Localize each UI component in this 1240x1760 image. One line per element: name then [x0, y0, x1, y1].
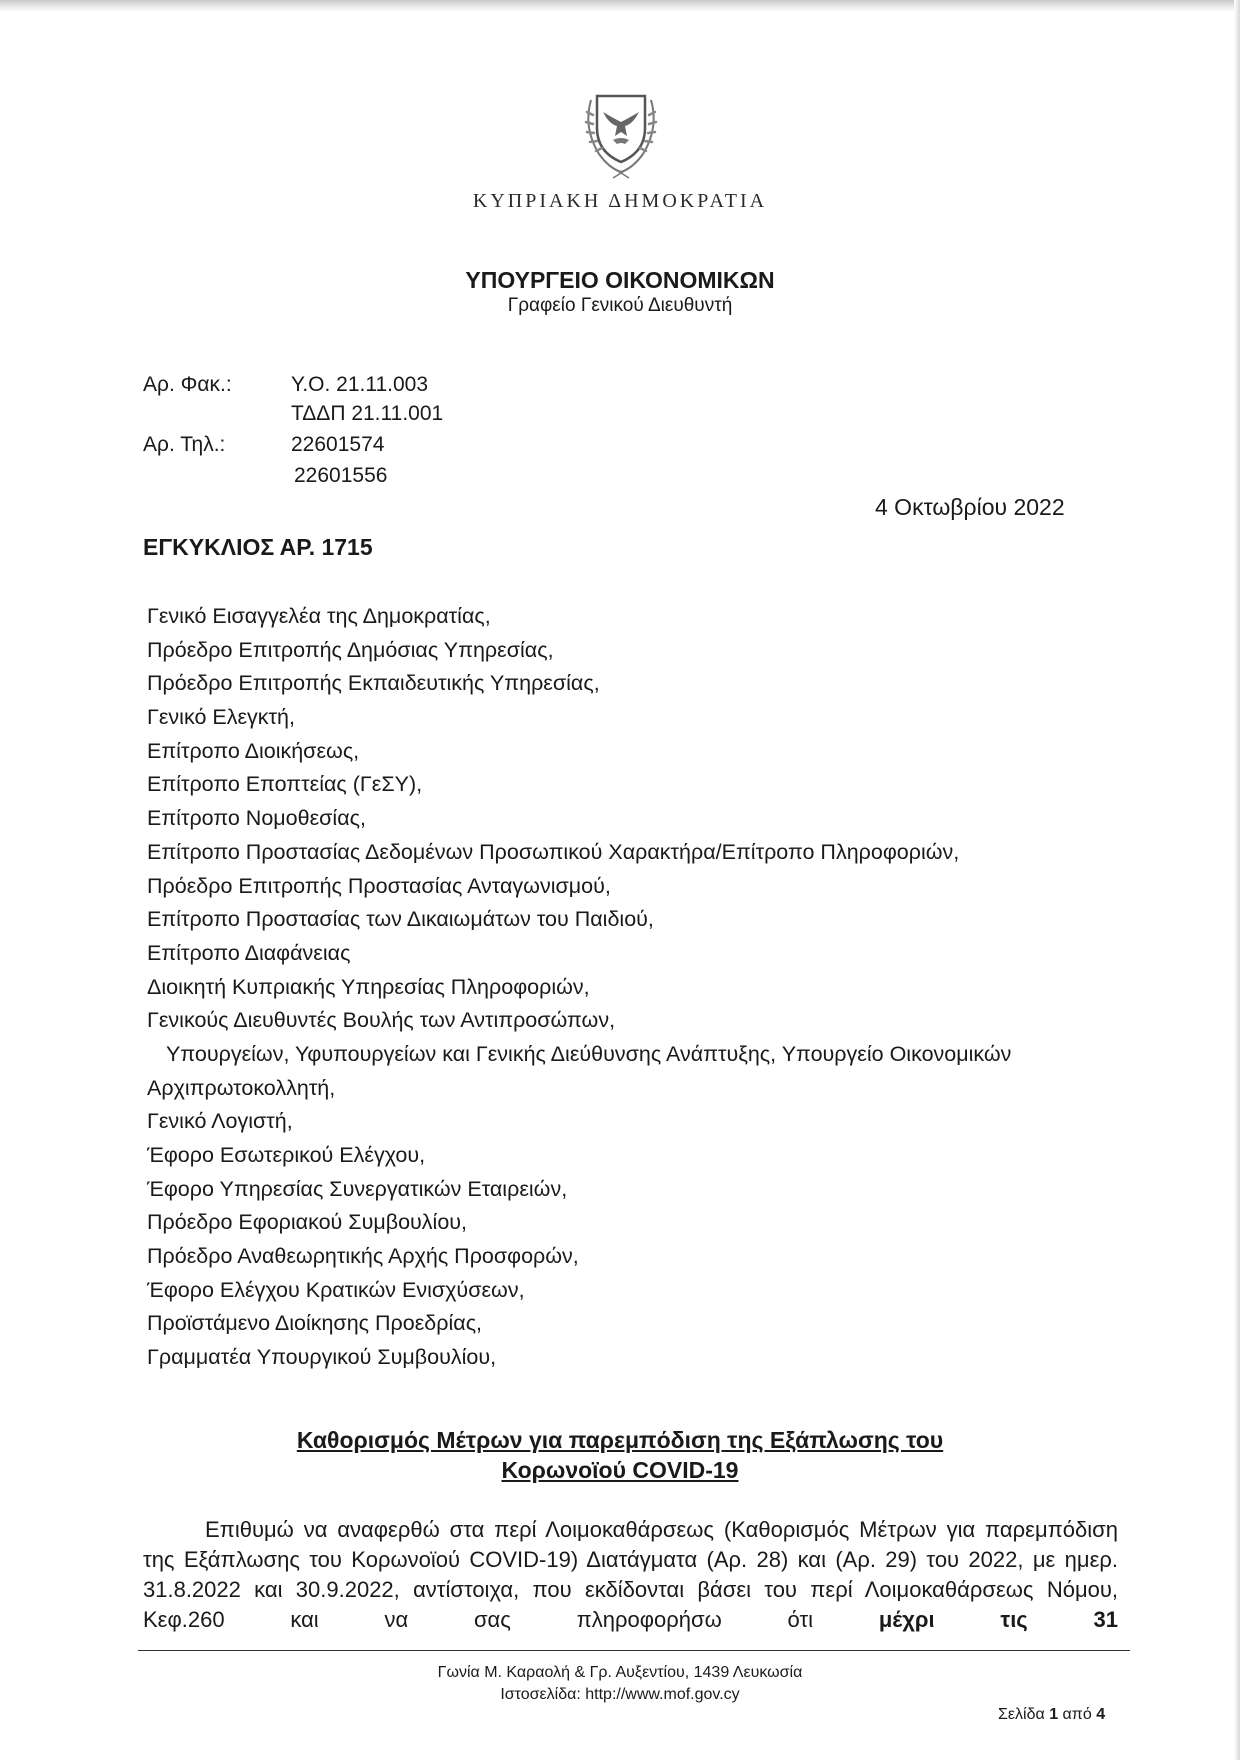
- subject-line: Κορωνοϊού COVID-19: [501, 1457, 739, 1483]
- recipient-item: Έφορο Εσωτερικού Ελέγχου,: [147, 1143, 426, 1167]
- recipient-item: Επίτροπο Διοικήσεως,: [147, 738, 360, 763]
- recipient-item: Υπουργείων, Υφυπουργείων και Γενικής Διεύθυνσης Ανάπτυξης, Υπουργείο Οικονομικών: [166, 1041, 1012, 1066]
- recipient-item: Επίτροπο Προστασίας Δεδομένων Προσωπικού Χαρακτήρα/Επίτροπο Πληροφοριών,: [147, 839, 960, 864]
- recipient-item: Επίτροπο Προστασίας των Δικαιωμάτων του Παιδιού,: [147, 907, 654, 932]
- phone-number-label: Αρ. Τηλ.:: [143, 433, 226, 456]
- recipient-item: Γραμματέα Υπουργικού Συμβουλίου,: [147, 1345, 497, 1370]
- recipient-item: Έφορο Ελέγχου Κρατικών Ενισχύσεων,: [147, 1277, 525, 1302]
- recipient-item: Γενικό Λογιστή,: [147, 1109, 293, 1134]
- page-separator: από: [1062, 1706, 1092, 1723]
- recipient-item: Επίτροπο Εποπτείας (ΓεΣΥ),: [147, 772, 423, 797]
- recipient-item: Πρόεδρο Εφοριακού Συμβουλίου,: [147, 1210, 468, 1235]
- file-number: Υ.Ο. 21.11.003: [291, 373, 429, 396]
- recipient-item: Έφορο Υπηρεσίας Συνεργατικών Εταιρειών,: [147, 1176, 568, 1201]
- scan-edge: [1234, 0, 1240, 1760]
- country-name: ΚΥΠΡΙΑΚΗ ΔΗΜΟΚΡΑΤΙΑ: [472, 190, 768, 212]
- recipient-item: Γενικό Ελεγκτή,: [147, 705, 295, 730]
- recipient-item: Επίτροπο Νομοθεσίας,: [147, 806, 366, 831]
- cyprus-coat-of-arms-icon: [573, 88, 669, 180]
- recipient-item: Επίτροπο Διαφάνειας: [147, 940, 351, 965]
- recipient-item: Αρχιπρωτοκολλητή,: [147, 1075, 336, 1100]
- scan-edge: [0, 0, 1240, 12]
- subject-heading: [0, 1425, 1240, 1485]
- recipient-item: Πρόεδρο Αναθεωρητικής Αρχής Προσφορών,: [147, 1244, 579, 1269]
- office-name: Γραφείο Γενικού Διευθυντή: [507, 295, 733, 316]
- file-number-label: Αρ. Φακ.:: [143, 373, 232, 396]
- page-total: 4: [1096, 1706, 1106, 1723]
- body-text-run: [143, 1515, 1118, 1635]
- page-number: [998, 1706, 1105, 1724]
- recipient-item: Προϊστάμενο Διοίκησης Προεδρίας,: [147, 1311, 483, 1336]
- footer-address: Γωνία Μ. Καραολή & Γρ. Αυξεντίου, 1439 Λευκωσία: [437, 1664, 803, 1681]
- body-bold-text: μέχρι τις 31: [878, 1607, 1118, 1632]
- body-text: Επιθυμώ να αναφερθώ στα περί Λοιμοκαθάρσεως (Καθορισμός Μέτρων για παρεμπόδιση της Εξάπλωσης του Κορωνοϊού COVID-19) Διατάγματα (Αρ. 28) και (Αρ. 29) του 2022, με ημερ. 31.8.2022 και 30.9.2022, αντίστοιχα, που εκδίδονται βάσει του περί Λοιμοκαθάρσεως Νόμου, Κεφ.260 και να σας πληροφορήσω ότι: [143, 1517, 1118, 1632]
- recipient-item: Πρόεδρο Επιτροπής Προστασίας Ανταγωνισμού,: [147, 873, 611, 898]
- footer-divider: [138, 1650, 1130, 1651]
- ministry-name: ΥΠΟΥΡΓΕΙΟ ΟΙΚΟΝΟΜΙΚΩΝ: [465, 267, 775, 293]
- phone-number: 22601556: [294, 464, 388, 487]
- recipient-item: Γενικούς Διευθυντές Βουλής των Αντιπροσώπων,: [147, 1008, 616, 1033]
- file-number: ΤΔΔΠ 21.11.001: [291, 402, 444, 425]
- recipient-list: [147, 600, 1011, 1375]
- recipient-item: Γενικό Εισαγγελέα της Δημοκρατίας,: [147, 604, 491, 628]
- phone-number: 22601574: [291, 433, 385, 456]
- recipient-item: Πρόεδρο Επιτροπής Εκπαιδευτικής Υπηρεσίας,: [147, 671, 600, 696]
- page-prefix: Σελίδα: [998, 1706, 1045, 1723]
- body-paragraph: [143, 1515, 1118, 1635]
- circular-number: ΕΓΚΥΚΛΙΟΣ ΑΡ. 1715: [143, 534, 373, 560]
- page-current: 1: [1049, 1706, 1059, 1723]
- footer-website: Ιστοσελίδα: http://www.mof.gov.cy: [500, 1686, 740, 1703]
- recipient-item: Διοικητή Κυπριακής Υπηρεσίας Πληροφοριών,: [147, 974, 590, 999]
- document-date: 4 Οκτωβρίου 2022: [875, 494, 1065, 520]
- recipient-item: Πρόεδρο Επιτροπής Δημόσιας Υπηρεσίας,: [147, 637, 554, 662]
- subject-line: Καθορισμός Μέτρων για παρεμπόδιση της Εξάπλωσης του: [296, 1427, 944, 1453]
